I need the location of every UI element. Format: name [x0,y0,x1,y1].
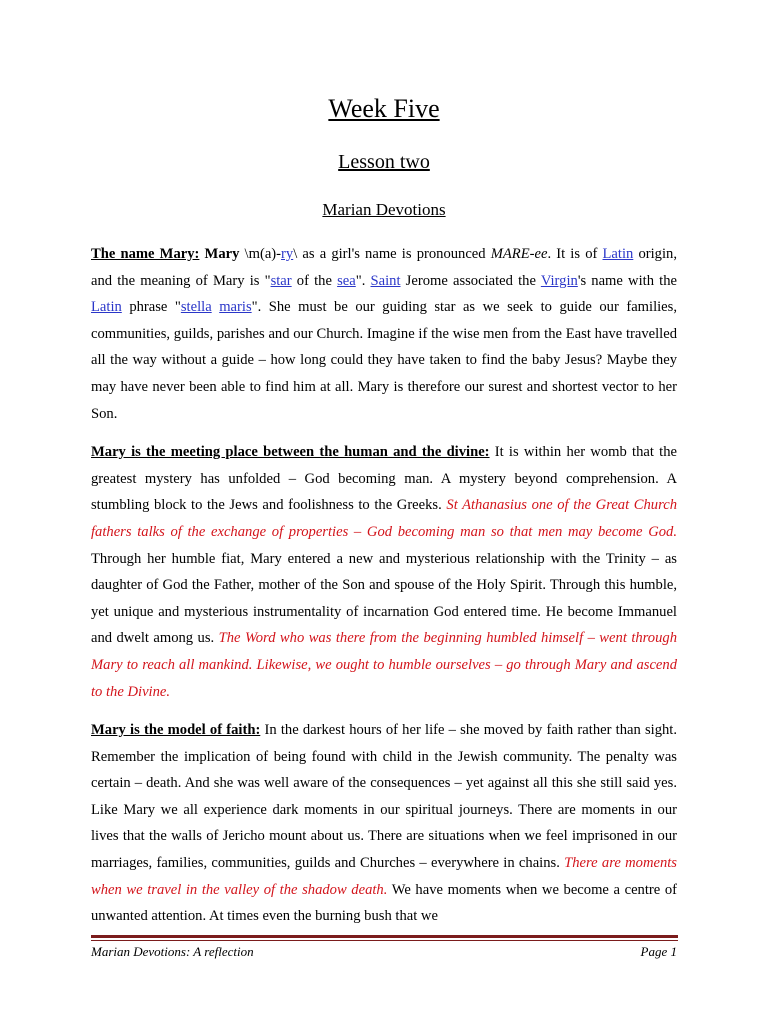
paragraph-heading: Mary is the model of faith: [91,722,261,739]
section-title: Marian Devotions [322,200,446,219]
text-run: Jerome associated the [400,272,541,289]
text-run: ". She must be our guiding star as we seek to guide our families, communities, guilds, parishes and our Church. Imagine if the wise men from the East have travelled all the way without a guide – how long could they have taken to find the baby Jesus? Maybe they may have never been able to find him at all. Mary is therefore our surest and shortest vector to her Son. [91,299,677,422]
bold-term: Mary [204,246,240,262]
body-text [91,241,677,942]
emphasis-quote: The Word who was there from the beginning humbled himself – went through Mary to reach all mankind. Likewise, we ought to humble ourselves – go through Mary and ascend to the Divine. [91,630,677,700]
lesson-subtitle: Lesson two [338,151,430,173]
text-run: 's name with the [577,272,677,289]
footer-title: Marian Devotions: A reflection [91,944,254,959]
paragraph-heading: Mary is the meeting place between the human and the divine: [91,444,490,461]
paragraph-model-of-faith [91,717,677,930]
page-number: Page 1 [640,944,677,959]
emphasis-quote: St Athanasius one of the Great Church fathers talks of the exchange of properties – God becoming man so that men may become God. [91,497,678,540]
link-saint[interactable]: Saint [370,272,401,289]
link-stella[interactable]: stella [180,299,212,316]
link-ry[interactable]: ry [281,246,294,262]
text-run: phrase " [121,299,181,316]
link-latin[interactable]: Latin [602,246,634,262]
link-sea[interactable]: sea [337,272,356,289]
paragraph-name-mary [91,241,677,427]
link-maris[interactable]: maris [219,299,252,316]
text-run: In the darkest hours of her life – she moved by faith rather than sight. Remember the implication of being found with child in the Jewish community. The penalty was certain – death. And she was well aware of the consequences – yet against all this she still said yes. Like Mary we all experience dark moments in our spiritual journeys. There are moments in our lives that the walls of Jericho mount about us. There are situations when we feel imprisoned in our marriages, families, communities, guilds and Churches – everywhere in chains. [91,722,677,872]
text-run: \ as a girl's name is pronounced [293,246,491,262]
link-star[interactable]: star [270,272,292,289]
text-run: Through her humble fiat, Mary entered a new and mysterious relationship with the Trinity – as daughter of God the Father, mother of the Son and spouse of the Holy Spirit. Through this humble, yet unique and mysterious instrumentality of incarnation God entered time. He become Immanuel and dwelt among us. [91,550,677,647]
page-title: Week Five [328,94,440,123]
paragraph-heading: The name Mary: [91,246,200,262]
text-run: \m(a)- [239,246,282,262]
footer-rule-thick [91,935,678,938]
link-latin[interactable]: Latin [91,299,122,316]
emphasis-quote: There are moments when we travel in the valley of the shadow death. [91,855,677,898]
text-run: origin, and the meaning of Mary is " [91,246,677,289]
italic-term: MARE-ee [490,246,548,262]
paragraph-meeting-place [91,439,677,705]
footer-rule-thin [91,940,678,941]
text-run: ". [355,272,371,289]
text-run: It is within her womb that the greatest mystery has unfolded – God becoming man. A mystery beyond comprehension. A stumbling block to the Jews and foolishness to the Greeks. [91,444,677,514]
text-run: . It is of [547,246,603,262]
link-virgin[interactable]: Virgin [540,272,578,289]
text-run: We have moments when we become a centre of unwanted attention. At times even the burning bush that we [91,881,678,925]
text-run: of the [291,272,338,289]
